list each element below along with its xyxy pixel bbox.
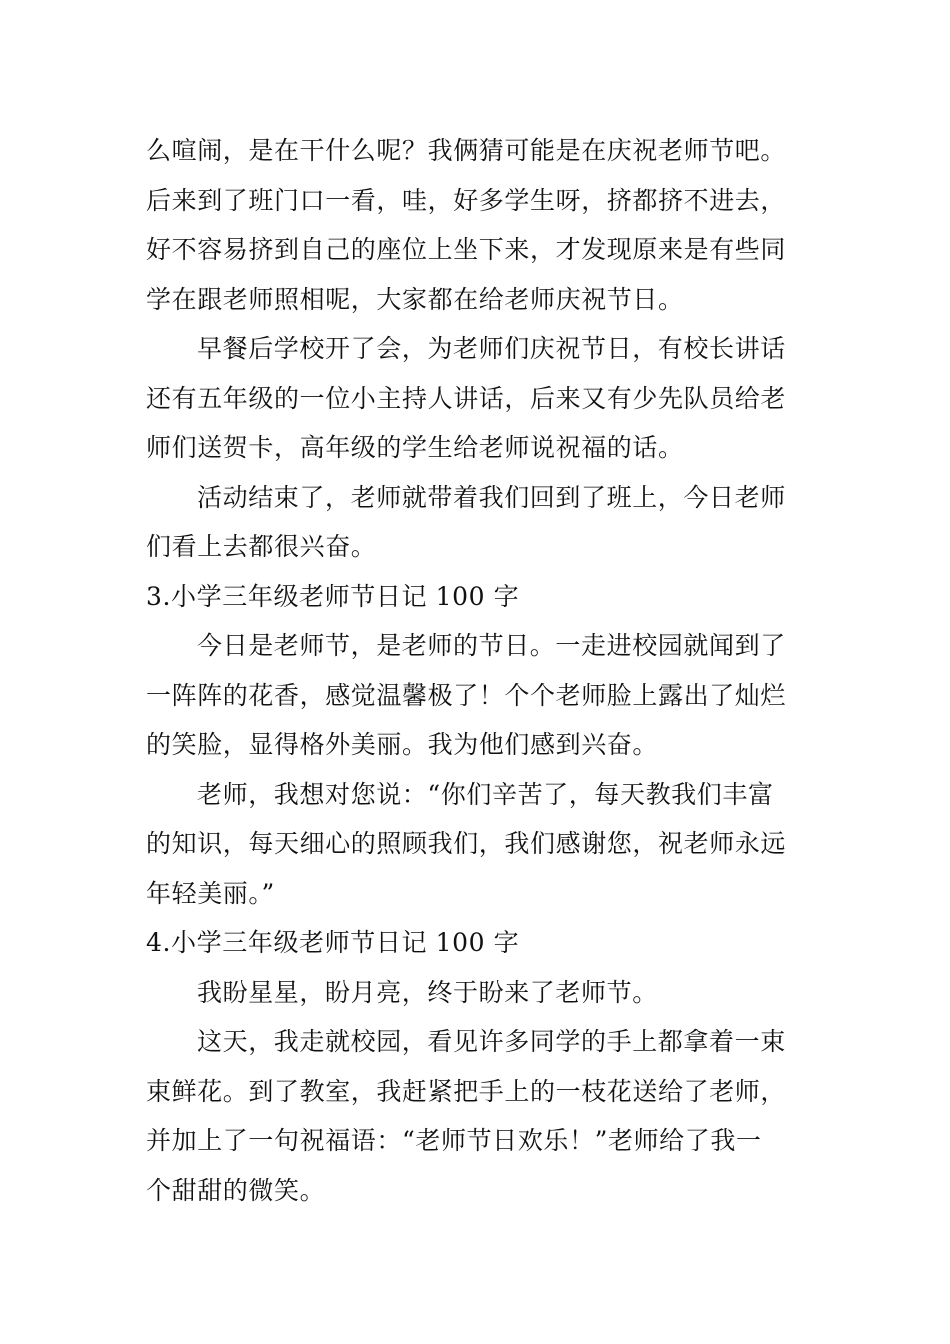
- text-line: 的知识，每天细心的照顾我们，我们感谢您，祝老师永远: [146, 829, 787, 858]
- text-line: 们看上去都很兴奋。: [146, 532, 377, 561]
- text-line: 后来到了班门口一看，哇，好多学生呀，挤都挤不进去，: [146, 185, 787, 215]
- text-line: 4.小学三年级老师节日记 100 字: [146, 928, 520, 957]
- text-line: 么喧闹，是在干什么呢？我俩猜可能是在庆祝老师节吧。: [146, 136, 787, 165]
- document-body: [146, 126, 808, 1215]
- text-line: 好不容易挤到自己的座位上坐下来，才发现原来是有些同: [146, 235, 787, 264]
- text-line: 学在跟老师照相呢，大家都在给老师庆祝节日。: [146, 284, 684, 314]
- text-line: 个甜甜的微笑。: [146, 1175, 326, 1205]
- text-line: 并加上了一句祝福语：“老师节日欢乐！”老师给了我一: [146, 1126, 762, 1155]
- text-line: 今日是老师节，是老师的节日。一走进校园就闻到了: [197, 631, 786, 660]
- text-line: 这天，我走就校园，看见许多同学的手上都拿着一束: [197, 1027, 786, 1056]
- text-line: 老师，我想对您说：“你们辛苦了，每天教我们丰富: [197, 779, 774, 809]
- text-line: 束鲜花。到了教室，我赶紧把手上的一枝花送给了老师，: [146, 1076, 787, 1106]
- text-line: 我盼星星，盼月亮，终于盼来了老师节。: [197, 977, 658, 1007]
- text-line: 还有五年级的一位小主持人讲话，后来又有少先队员给老: [146, 383, 787, 413]
- text-line: 一阵阵的花香，感觉温馨极了！个个老师脸上露出了灿烂: [146, 680, 787, 710]
- text-line: 3.小学三年级老师节日记 100 字: [146, 581, 520, 611]
- text-line: 年轻美丽。”: [146, 878, 275, 908]
- text-line: 早餐后学校开了会，为老师们庆祝节日，有校长讲话: [197, 334, 786, 363]
- text-line: 的笑脸，显得格外美丽。我为他们感到兴奋。: [146, 730, 659, 759]
- text-line: 师们送贺卡，高年级的学生给老师说祝福的话。: [146, 433, 684, 462]
- text-line: 活动结束了，老师就带着我们回到了班上，今日老师: [197, 482, 786, 512]
